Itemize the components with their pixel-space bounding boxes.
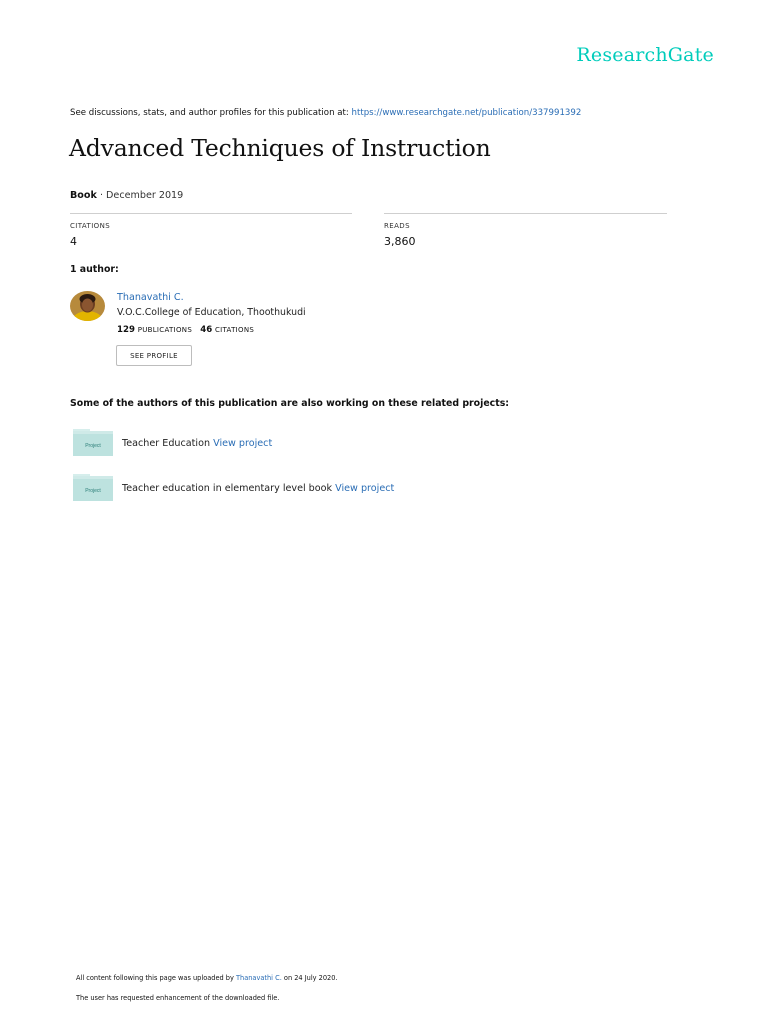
author-publications-label: PUBLICATIONS (137, 326, 193, 334)
researchgate-logo[interactable]: ResearchGate (576, 44, 714, 66)
project-icon-label: Project (85, 488, 101, 494)
discussion-text: See discussions, stats, and author profiles for this publication at: (70, 108, 349, 118)
view-project-link[interactable]: View project (213, 438, 273, 449)
authors-count: 1 author: (70, 264, 119, 275)
publication-url-link[interactable]: https://www.researchgate.net/publication/337991392 (351, 108, 582, 118)
upload-note (76, 974, 338, 982)
citations-label: CITATIONS (70, 222, 111, 230)
upload-suffix: on 24 July 2020. (283, 974, 338, 982)
discussion-line (70, 108, 581, 118)
uploader-link[interactable]: Thanavathi C. (236, 974, 282, 982)
upload-prefix: All content following this page was uploaded by (76, 974, 234, 982)
project-item (122, 438, 272, 449)
project-name: Teacher education in elementary level book (122, 483, 333, 494)
author-affiliation: V.O.C.College of Education, Thoothukudi (117, 307, 306, 318)
project-icon-label: Project (85, 443, 101, 449)
view-project-link[interactable]: View project (335, 483, 395, 494)
enhancement-note: The user has requested enhancement of the downloaded file. (76, 994, 280, 1002)
citations-value: 4 (70, 235, 77, 248)
project-icon (73, 429, 113, 460)
publication-type: Book (70, 190, 97, 201)
reads-label: READS (384, 222, 410, 230)
see-profile-button[interactable]: SEE PROFILE (116, 345, 192, 366)
author-stats (117, 325, 254, 335)
publication-meta (70, 190, 183, 201)
related-projects-heading: Some of the authors of this publication are also working on these related projects: (70, 398, 510, 409)
reads-value: 3,860 (384, 235, 416, 248)
project-icon (73, 474, 113, 505)
project-name: Teacher Education (122, 438, 211, 449)
author-publications-count: 129 (117, 325, 135, 335)
publication-date: · December 2019 (99, 190, 184, 201)
author-avatar[interactable] (70, 291, 105, 321)
citations-divider (70, 213, 352, 214)
publication-title: Advanced Techniques of Instruction (69, 134, 491, 162)
reads-divider (384, 213, 667, 214)
author-citations-count: 46 (200, 325, 213, 335)
author-citations-label: CITATIONS (214, 326, 255, 334)
author-name-link[interactable]: Thanavathi C. (117, 292, 184, 303)
project-item (122, 483, 394, 494)
